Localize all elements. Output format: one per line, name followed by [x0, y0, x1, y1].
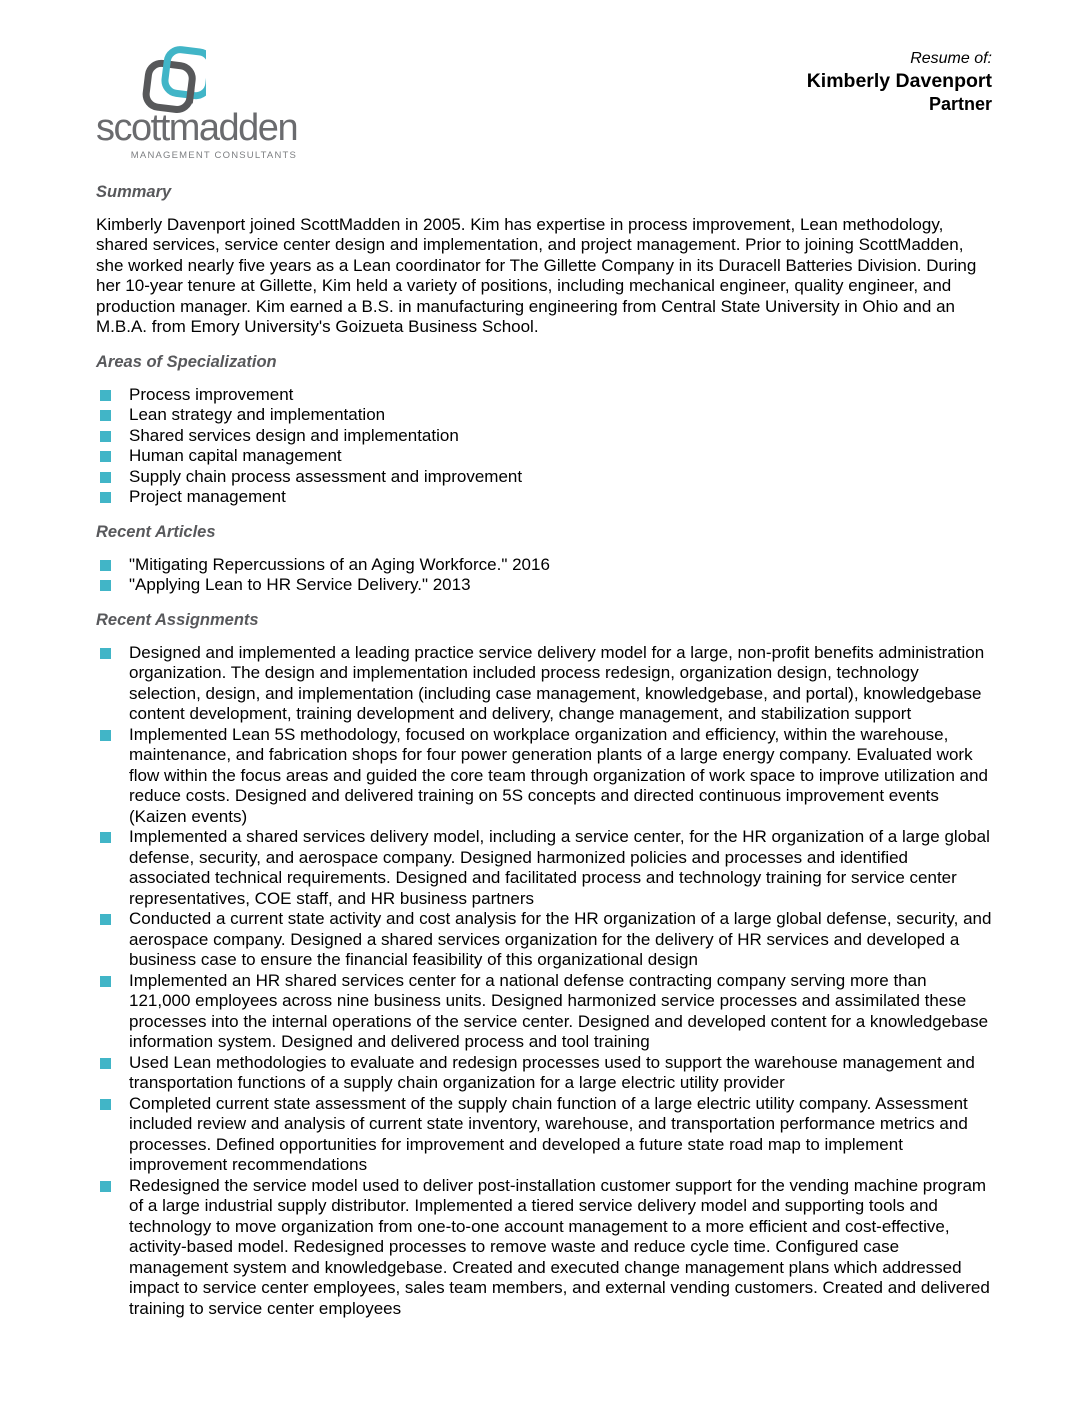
list-item	[129, 487, 992, 508]
list-item-text: Shared services design and implementation	[129, 425, 459, 445]
list-item	[129, 643, 992, 725]
list-item	[129, 725, 992, 828]
section-heading-summary: Summary	[96, 182, 172, 201]
list-item-text: Completed current state assessment of the supply chain function of a large electric utility company. Assessment included review and analysis of current state inventory, warehouse, and transportation performance metrics and processes. Defined opportunities for improvement and developed a future state road map to implement improvement recommendations	[129, 1093, 968, 1175]
section-heading-assignments: Recent Assignments	[96, 610, 259, 629]
articles-list	[96, 555, 992, 596]
list-item-text: Designed and implemented a leading practice service delivery model for a large, non-profit benefits administration organization. The design and implementation included process redesign, organization design, technology selection, design, and implementation (including case management, knowledgebase, and portal), knowledgebase content development, training development and delivery, change management, and stabilization support	[129, 642, 985, 724]
section-heading-articles: Recent Articles	[96, 522, 216, 541]
assignments-list	[96, 643, 992, 1320]
list-item-text: Redesigned the service model used to deliver post-installation customer support for the vending machine program of a large industrial supply distributor. Implemented a tiered service delivery model and supporting tools and technology to move organization from one-to-one account management to a more efficient and cost-effective, activity-based model. Redesigned processes to remove waste and reduce cycle time. Configured case management system and knowledgebase. Created and executed change management plans which addressed impact to service center employees, sales team members, and external vending customers. Created and delivered training to service center employees	[129, 1175, 990, 1318]
scottmadden-logo	[96, 45, 297, 161]
header-person-block	[807, 45, 992, 115]
bullet-square-icon	[100, 832, 111, 843]
list-item	[129, 971, 992, 1053]
bullet-square-icon	[100, 410, 111, 421]
list-item	[129, 909, 992, 971]
list-item	[129, 405, 992, 426]
section-heading-specialization: Areas of Specialization	[96, 352, 277, 371]
bullet-square-icon	[100, 914, 111, 925]
list-item-text: Project management	[129, 487, 286, 507]
bullet-square-icon	[100, 492, 111, 503]
resume-body	[96, 183, 992, 1320]
list-item-text: Human capital management	[129, 446, 342, 466]
bullet-square-icon	[100, 976, 111, 987]
bullet-square-icon	[100, 390, 111, 401]
logo-tagline: MANAGEMENT CONSULTANTS	[130, 149, 298, 161]
logo-wordmark: scottmadden	[96, 107, 298, 149]
resume-of-label: Resume of:	[910, 50, 992, 67]
bullet-square-icon	[100, 648, 111, 659]
list-item	[129, 446, 992, 467]
bullet-square-icon	[100, 580, 111, 591]
list-item-text: "Mitigating Repercussions of an Aging Workforce." 2016	[129, 554, 550, 574]
list-item	[129, 555, 992, 576]
summary-paragraph: Kimberly Davenport joined ScottMadden in 2005. Kim has expertise in process improvement, Lean methodology, shared services, service center design and implementation, and project management. Prior to joining ScottMadden, she worked nearly five years as a Lean coordinator for The Gillette Company in its Duracell Batteries Division. During her 10-year tenure at Gillette, Kim held a variety of positions, including mechanical engineer, quality engineer, and production manager. Kim earned a B.S. in manufacturing engineering from Central State University in Ohio and an M.B.A. from Emory University's Goizueta Business School.	[96, 214, 977, 337]
header	[96, 45, 992, 161]
list-item-text: Implemented an HR shared services center for a national defense contracting company serving more than 121,000 employees across nine business units. Designed harmonized service processes and assimilated these processes into the internal operations of the service center. Designed and developed content for a knowledgebase information system. Designed and delivered process and tool training	[129, 970, 989, 1052]
bullet-square-icon	[100, 1058, 111, 1069]
bullet-square-icon	[100, 451, 111, 462]
list-item	[129, 385, 992, 406]
bullet-square-icon	[100, 730, 111, 741]
list-item-text: Implemented Lean 5S methodology, focused on workplace organization and efficiency, within the warehouse, maintenance, and fabrication shops for four power generation plants of a large energy company. Evaluated work flow within the focus areas and guided the core team through organization of work space to improve utilization and reduce costs. Designed and delivered training on 5S concepts and directed continuous improvement events (Kaizen events)	[129, 724, 988, 826]
list-item-text: Supply chain process assessment and improvement	[129, 466, 523, 486]
bullet-square-icon	[100, 472, 111, 483]
list-item-text: Implemented a shared services delivery model, including a service center, for the HR organization of a large global defense, security, and aerospace company. Designed harmonized policies and processes and identified associated technical requirements. Designed and facilitated process and technology training for service center representatives, COE staff, and HR business partners	[129, 827, 990, 908]
bullet-square-icon	[100, 560, 111, 571]
list-item-text: Used Lean methodologies to evaluate and redesign processes used to support the warehouse management and transportation functions of a supply chain organization for a large electric utility provider	[129, 1052, 975, 1093]
bullet-square-icon	[100, 431, 111, 442]
list-item	[129, 467, 992, 488]
bullet-square-icon	[100, 1099, 111, 1110]
list-item-text: Conducted a current state activity and cost analysis for the HR organization of a large global defense, security, and aerospace company. Designed a shared services organization for the delivery of HR services and developed a business case to ensure the financial feasibility of this organizational design	[129, 909, 992, 970]
person-name: Kimberly Davenport	[806, 70, 992, 92]
list-item-text: Lean strategy and implementation	[129, 405, 386, 425]
bullet-square-icon	[100, 1181, 111, 1192]
list-item	[129, 426, 992, 447]
list-item	[129, 1176, 992, 1320]
list-item	[129, 1094, 992, 1176]
list-item	[129, 1053, 992, 1094]
list-item	[129, 827, 992, 909]
specialization-list	[96, 385, 992, 508]
interlocking-squares-icon	[142, 45, 206, 115]
person-title: Partner	[928, 94, 992, 114]
list-item	[129, 575, 992, 596]
list-item-text: "Applying Lean to HR Service Delivery." 2013	[129, 575, 471, 595]
list-item-text: Process improvement	[129, 384, 294, 404]
